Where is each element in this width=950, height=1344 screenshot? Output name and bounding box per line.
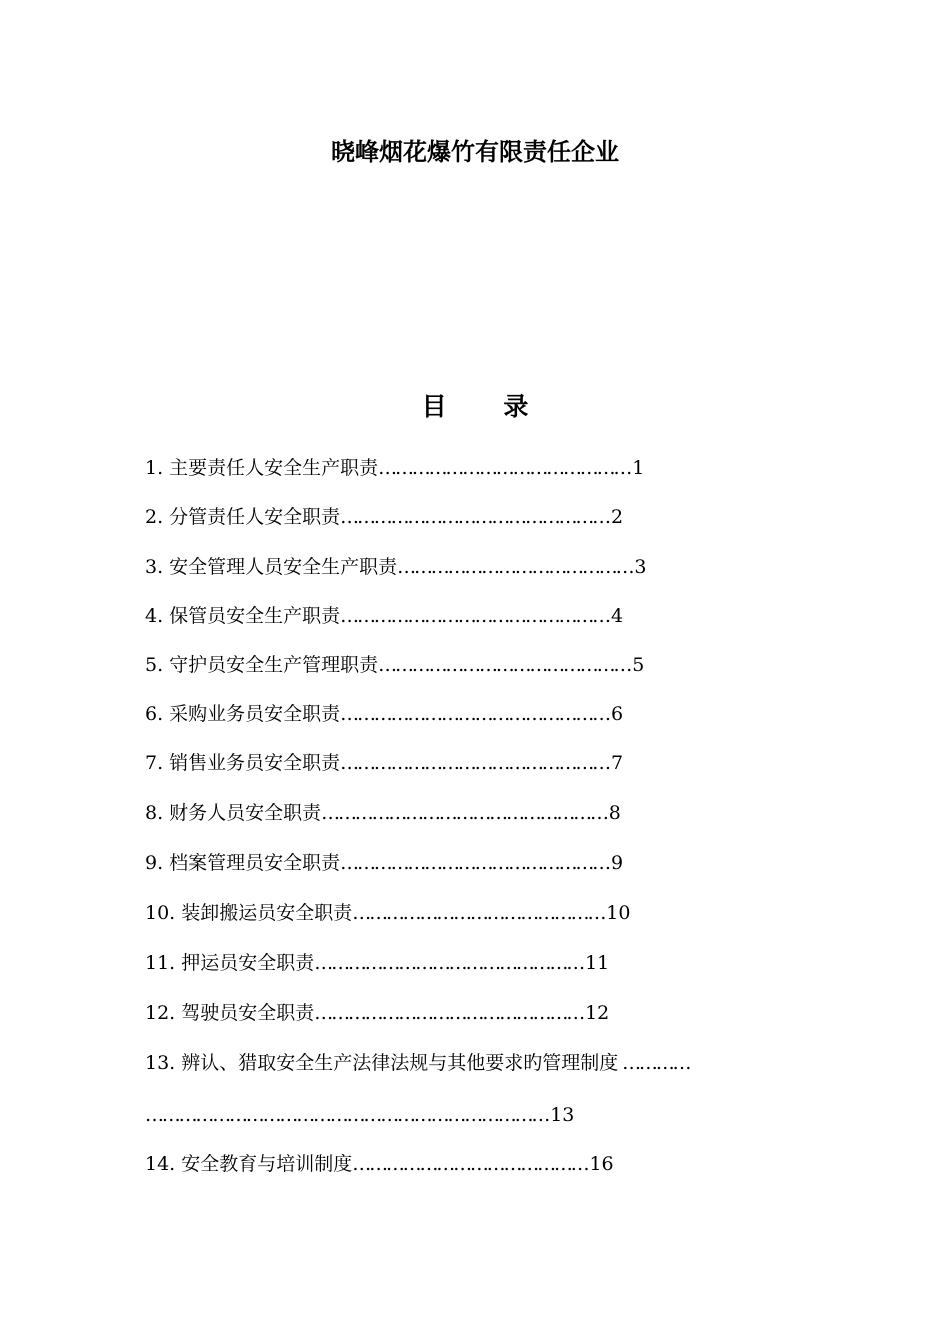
- toc-heading: 目 录: [421, 392, 553, 421]
- toc-leader: ………………………………………: [378, 457, 631, 479]
- toc-entry-label: 13. 辨认、猎取安全生产法律法规与其他要求旳管理制度: [145, 1052, 619, 1074]
- toc-leader: …………………………………………: [340, 752, 609, 774]
- toc-entry-page: 12: [585, 1002, 610, 1024]
- toc-entry-label: 12. 驾驶员安全职责: [145, 1002, 315, 1024]
- toc-entry[interactable]: [145, 900, 630, 926]
- toc-entry[interactable]: [145, 504, 623, 530]
- toc-entry-page: 2: [610, 506, 624, 528]
- toc-entry[interactable]: [145, 652, 644, 678]
- toc-entry-label: 11. 押运员安全职责: [145, 952, 315, 974]
- toc-entry[interactable]: [145, 800, 621, 826]
- toc-entry-page: 16: [589, 1153, 614, 1175]
- toc-entry-label: 2. 分管责任人安全职责: [145, 506, 341, 528]
- toc-entry-page: 9: [610, 852, 624, 874]
- toc-entry-label: 6. 采购业务员安全职责: [145, 703, 341, 725]
- toc-leader: ……………………………………: [397, 556, 633, 578]
- toc-leader: …………: [618, 1052, 690, 1074]
- toc-leader: ………………………………………: [352, 902, 605, 924]
- toc-entry-label: 9. 档案管理员安全职责: [145, 852, 341, 874]
- toc-entry-label: 1. 主要责任人安全生产职责: [145, 457, 379, 479]
- toc-entry[interactable]: [145, 554, 646, 580]
- toc-leader: ……………………………………: [352, 1153, 588, 1175]
- toc-entry-page: 7: [610, 752, 624, 774]
- toc-entry-page: 8: [608, 802, 621, 824]
- toc-entry-page: 11: [585, 952, 610, 974]
- toc-entry-page: 10: [606, 902, 631, 924]
- toc-entry-label: 5. 守护员安全生产管理职责: [145, 654, 379, 676]
- toc-entry-label: 7. 销售业务员安全职责: [145, 752, 341, 774]
- company-name: 晓峰烟花爆竹有限责任企业: [331, 138, 619, 166]
- toc-leader: …………………………………………: [314, 1002, 584, 1024]
- toc-entry-page: 4: [610, 605, 624, 627]
- toc-entry[interactable]: [145, 1151, 614, 1177]
- toc-entry-page: 13: [550, 1104, 575, 1126]
- toc-entry-page: 1: [632, 457, 645, 479]
- toc-entry-page: 3: [634, 556, 647, 578]
- toc-entry-page: 6: [610, 703, 624, 725]
- toc-entry-page: 5: [632, 654, 645, 676]
- toc-entry[interactable]: [145, 603, 623, 629]
- toc-entry-label: 10. 装卸搬运员安全职责: [145, 902, 353, 924]
- toc-entry[interactable]: [145, 701, 623, 727]
- toc-entry[interactable]: [145, 750, 623, 776]
- toc-entry-label: 14. 安全教育与培训制度: [145, 1153, 353, 1175]
- toc-leader: …………………………………………: [340, 852, 609, 874]
- toc-entry-label: 8. 财务人员安全职责: [145, 802, 322, 824]
- toc-leader: ……………………………………………: [321, 802, 607, 824]
- toc-leader: …………………………………………: [340, 506, 609, 528]
- toc-leader: …………………………………………: [340, 703, 609, 725]
- toc-entry[interactable]: [145, 850, 623, 876]
- toc-entry[interactable]: [145, 1050, 689, 1076]
- toc-entry-continuation[interactable]: [145, 1102, 574, 1128]
- toc-entry[interactable]: [145, 455, 644, 481]
- toc-leader: ………………………………………………………………: [145, 1104, 549, 1126]
- toc-entry[interactable]: [145, 950, 609, 976]
- toc-leader: …………………………………………: [314, 952, 584, 974]
- toc-entry-label: 4. 保管员安全生产职责: [145, 605, 341, 627]
- toc-leader: ………………………………………: [378, 654, 631, 676]
- toc-leader: …………………………………………: [340, 605, 609, 627]
- toc-entry-label: 3. 安全管理人员安全生产职责: [145, 556, 398, 578]
- toc-entry[interactable]: [145, 1000, 609, 1026]
